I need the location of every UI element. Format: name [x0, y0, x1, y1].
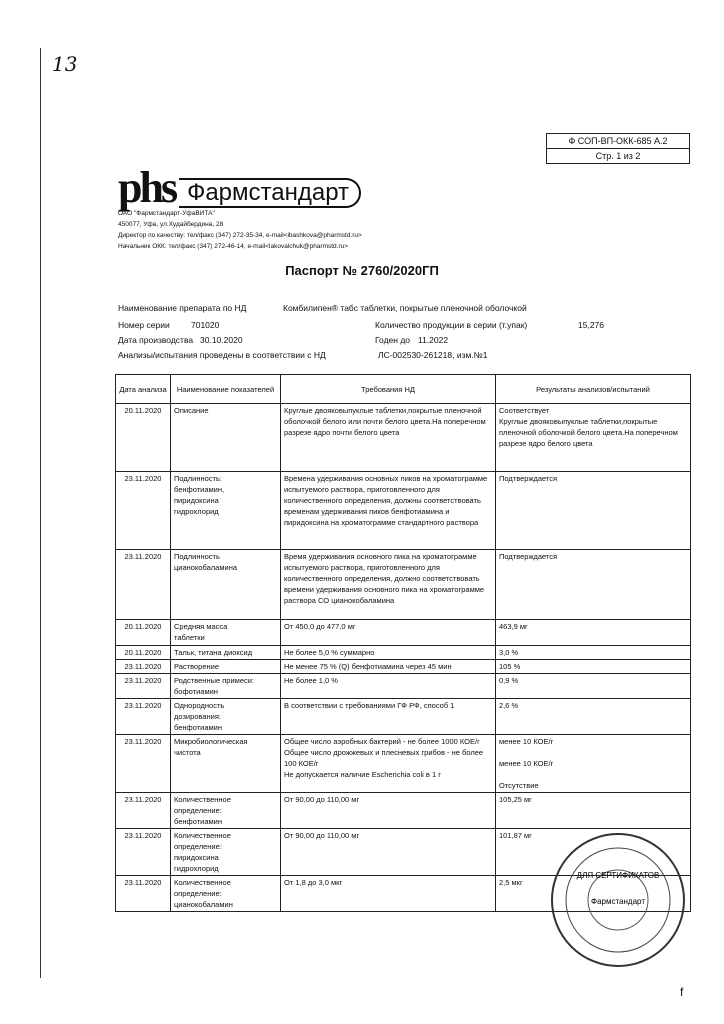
cell-result: 105 % [496, 660, 691, 674]
cell-requirement: Не менее 75 % (Q) бенфотиамина через 45 мин [281, 660, 496, 674]
cell-result: 105,25 мг [496, 793, 691, 829]
cell-date: 23.11.2020 [116, 735, 171, 793]
company-address: 450077, Уфа, ул.Худайбердина, 28 [118, 221, 224, 228]
cell-date: 23.11.2020 [116, 699, 171, 735]
cell-date: 23.11.2020 [116, 829, 171, 876]
director-contact: Директор по качеству: тел/факс (347) 272-35-34, e-mail<ibashkova@pharmstd.ru> [118, 232, 362, 239]
cell-date: 20.11.2020 [116, 646, 171, 660]
cell-parameter: Тальк, титана диоксид [171, 646, 281, 660]
cell-requirement: Время удерживания основного пика на хроматограмме испытуемого раствора, приготовленного для количественного определения, должно соответствовать времени удерживания основного пика на хроматограмме раствора СО цианокобаламина [281, 550, 496, 620]
series-value: 701020 [191, 320, 220, 330]
cell-parameter: Однородность дозирования: бенфотиамин [171, 699, 281, 735]
stamp-label: ДЛЯ СЕРТИФИКАТОВ [576, 871, 660, 880]
cell-requirement: От 1,8 до 3,0 мкг [281, 876, 496, 912]
table-row [116, 472, 691, 550]
company-info [118, 208, 362, 252]
okk-head-contact: Начальник ОКК: тел/факс (347) 272-46-14, e-mail<lakovalchuk@pharmstd.ru> [118, 243, 349, 250]
company-name: ОАО "Фармстандарт-УфаВИТА" [118, 210, 215, 217]
series-label: Номер серии [118, 320, 170, 330]
cell-result: 463,9 мг [496, 620, 691, 646]
cell-result: 2,6 % [496, 699, 691, 735]
cell-date: 23.11.2020 [116, 793, 171, 829]
cell-requirement: Не более 1,0 % [281, 674, 496, 699]
table-row [116, 699, 691, 735]
cell-requirement: От 90,00 до 110,00 мг [281, 793, 496, 829]
quantity-label: Количество продукции в серии (т.упак) [375, 320, 528, 330]
production-date-label: Дата производства [118, 335, 194, 345]
cell-requirement: Круглые двояковыпуклые таблетки,покрытые пленочной оболочкой белого или почти белого цвета.На поперечном разрезе ядро почти белого цвета [281, 404, 496, 472]
corner-mark: f [680, 985, 684, 999]
certificate-stamp [548, 830, 688, 970]
logo-wordmark: Фармстандарт [179, 178, 361, 208]
cell-parameter: Микробиологическая чистота [171, 735, 281, 793]
cell-parameter: Средняя масса таблетки [171, 620, 281, 646]
table-row [116, 404, 691, 472]
production-date-value: 30.10.2020 [200, 335, 243, 345]
table-row [116, 674, 691, 699]
table-row [116, 646, 691, 660]
cell-result: 2,5 мкг [496, 876, 691, 912]
cell-date: 23.11.2020 [116, 876, 171, 912]
header-results: Результаты анализов/испытаний [496, 375, 691, 404]
quantity-value: 15,276 [578, 320, 604, 330]
left-margin-rule [40, 48, 41, 978]
table-row [116, 660, 691, 674]
cell-parameter: Количественное определение: пиридоксина гидрохлорид [171, 829, 281, 876]
header-parameter: Наименование показателей [171, 375, 281, 404]
cell-result: менее 10 КОЕ/г менее 10 КОЕ/г Отсутствие [496, 735, 691, 793]
nd-reference: ЛС-002530-261218, изм.№1 [378, 350, 488, 360]
form-code-box [546, 133, 690, 164]
company-logo [118, 163, 361, 212]
handwritten-page-number: 13 [52, 52, 78, 76]
table-row [116, 550, 691, 620]
page-indicator: Стр. 1 из 2 [547, 148, 689, 163]
cell-requirement: От 90,00 до 110,00 мг [281, 829, 496, 876]
cell-parameter: Количественное определение: цианокобаламин [171, 876, 281, 912]
cell-result: Подтверждается [496, 472, 691, 550]
cell-requirement: Общее число аэробных бактерий - не более 1000 КОЕ/г Общее число дрожжевых и плесневых грибов - не более 100 КОЕ/г Не допускается наличие Escherichia coli в 1 г [281, 735, 496, 793]
header-date: Дата анализа [116, 375, 171, 404]
drug-value: Комбилипен® табс таблетки, покрытые пленочной оболочкой [283, 303, 527, 313]
drug-label: Наименование препарата по НД [118, 303, 247, 313]
cell-result: 101,87 мг [496, 829, 691, 876]
cell-date: 20.11.2020 [116, 620, 171, 646]
cell-parameter: Родственные примеси: бофотиамин [171, 674, 281, 699]
analysis-basis-label: Анализы/испытания проведены в соответствии с НД [118, 350, 326, 360]
table-row [116, 620, 691, 646]
logo-mark: phs [118, 163, 176, 212]
stamp-inner: Фармстандарт [591, 897, 645, 906]
cell-date: 23.11.2020 [116, 550, 171, 620]
cell-result: 3,0 % [496, 646, 691, 660]
cell-requirement: От 450,0 до 477,0 мг [281, 620, 496, 646]
form-code: Ф СОП-ВП-ОКК-685 А.2 [568, 136, 668, 146]
header-requirements: Требования НД [281, 375, 496, 404]
cell-date: 23.11.2020 [116, 674, 171, 699]
expiry-value: 11.2022 [418, 335, 449, 345]
cell-parameter: Количественное определение: бенфотиамин [171, 793, 281, 829]
cell-requirement: Времена удерживания основных пиков на хроматограмме испытуемого раствора, приготовленного для количественного определения, должны соответствовать временам удерживания пиков бенфотиамина и пиридоксина на хроматограмме стандартного раствора [281, 472, 496, 550]
cell-parameter: Подлинность: бенфотиамин, пиридоксина гидрохлорид [171, 472, 281, 550]
cell-parameter: Растворение [171, 660, 281, 674]
cell-parameter: Подлинность цианокобаламина [171, 550, 281, 620]
cell-date: 20.11.2020 [116, 404, 171, 472]
cell-parameter: Описание [171, 404, 281, 472]
cell-result: Подтверждается [496, 550, 691, 620]
table-header-row [116, 375, 691, 404]
document-title: Паспорт № 2760/2020ГП [285, 263, 439, 278]
cell-result: Соответствует Круглые двояковыпуклые таблетки,покрытые пленочной оболочкой белого цвета.На поперечном разрезе ядро белого цвета [496, 404, 691, 472]
table-row [116, 735, 691, 793]
cell-date: 23.11.2020 [116, 472, 171, 550]
cell-requirement: В соответствии с требованиями ГФ РФ, способ 1 [281, 699, 496, 735]
cell-requirement: Не более 5,0 % суммарно [281, 646, 496, 660]
cell-result: 0,9 % [496, 674, 691, 699]
expiry-label: Годен до [375, 335, 411, 345]
cell-date: 23.11.2020 [116, 660, 171, 674]
table-row [116, 793, 691, 829]
